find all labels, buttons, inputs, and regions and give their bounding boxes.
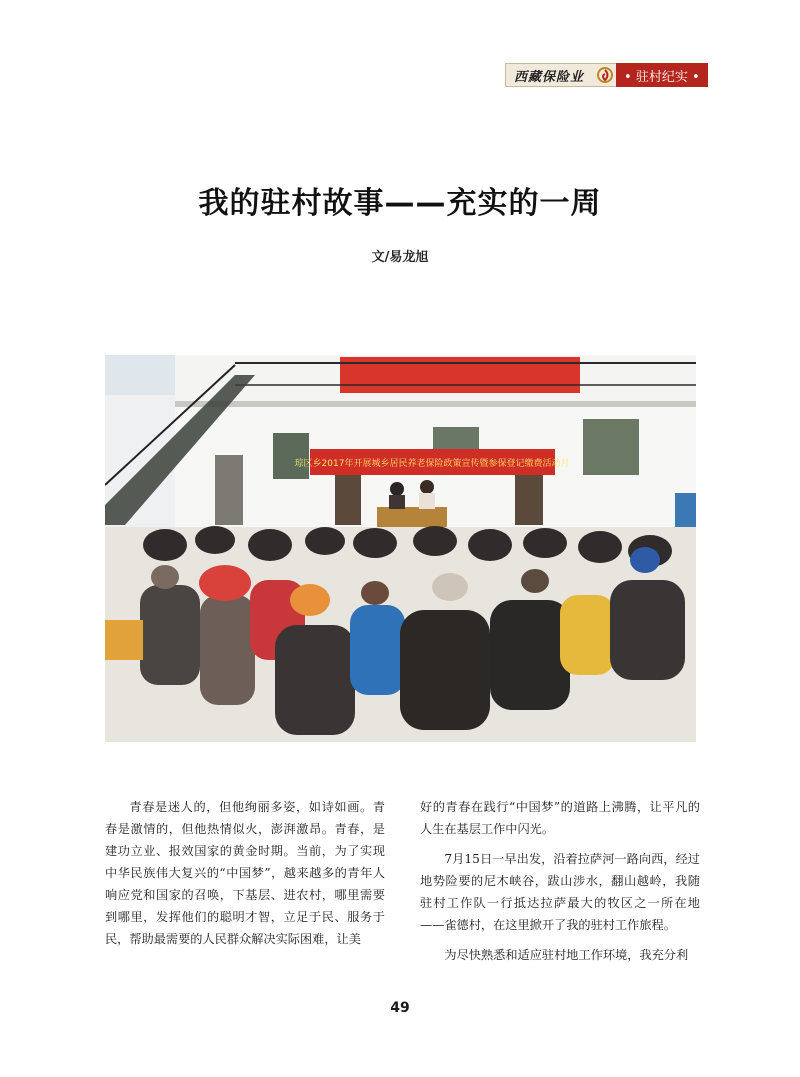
section-header-badge xyxy=(505,63,708,87)
paragraph: 好的青春在践行“中国梦”的道路上沸腾，让平凡的人生在基层工作中闪光。 xyxy=(420,800,700,836)
section-label: • 驻村纪实 • xyxy=(616,63,708,87)
paragraph: 为尽快熟悉和适应驻村地工作环境，我充分利 xyxy=(444,948,689,962)
paragraph: 7月15日一早出发，沿着拉萨河一路向西，经过地势险要的尼木峡谷，跋山涉水，翻山越岭，我随驻村工作队一行抵达拉萨最大的牧区之一所在地——雀德村，在这里掀开了我的驻村工作旅程。 xyxy=(420,852,700,932)
article-column-left xyxy=(105,796,385,950)
paragraph: 青春是迷人的，但他绚丽多姿，如诗如画。青春是激情的，但他热情似火，澎湃激昂。青春，是建功立业、报效国家的黄金时期。当前，为了实现中华民族伟大复兴的“中国梦”，越来越多的青年人响应党和国家的召唤，下基层、进农村，哪里需要到哪里，发挥他们的聪明才智，立足于民、服务于民，帮助最需要的人民群众解决实际困难，让美 xyxy=(105,800,385,946)
magazine-name: 西藏保险业 xyxy=(505,63,594,87)
article-title: 我的驻村故事——充实的一周 xyxy=(198,186,602,221)
article-byline: 文/易龙旭 xyxy=(371,250,429,265)
swirl-ornament-icon xyxy=(594,63,616,87)
article-column-right xyxy=(420,796,700,966)
photo-banner-text: 琼区乡2017年开展城乡居民养老保险政策宣传暨参保登记缴费活动月 xyxy=(294,459,570,469)
article-photo xyxy=(105,355,696,742)
page-number: 49 xyxy=(390,1000,410,1016)
